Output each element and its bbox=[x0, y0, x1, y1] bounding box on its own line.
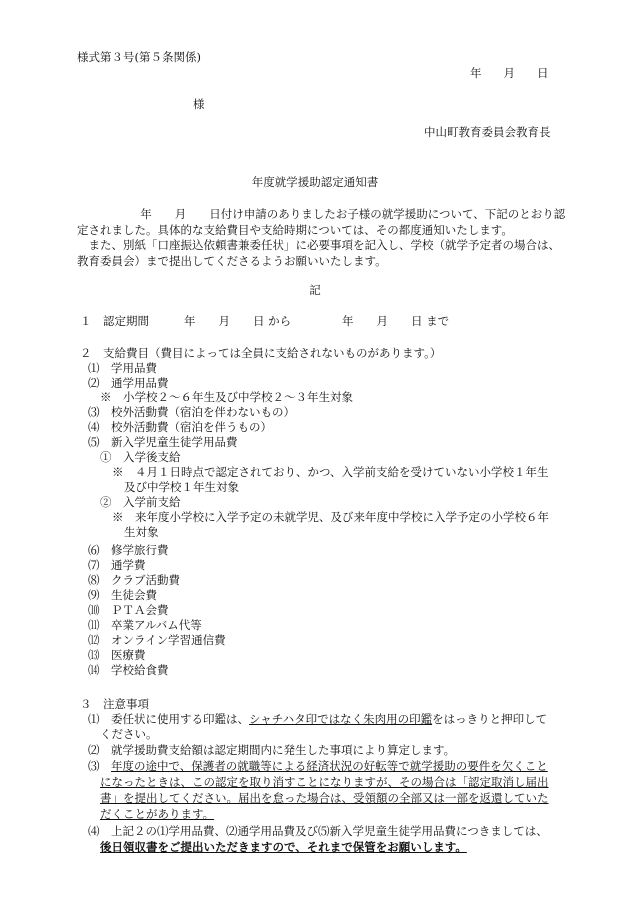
date-year: 年 bbox=[470, 66, 482, 80]
note-2: ⑵ 就学援助費支給額は認定期間内に発生した事項により算定します。 bbox=[88, 743, 456, 757]
note-3-line-4: だくことがあります。 bbox=[100, 807, 215, 821]
list-item: 及び中学校１年生対象 bbox=[124, 480, 239, 494]
list-item: ⑸ 新入学児童生徒学用品費 bbox=[88, 435, 238, 449]
list-item: ※ 来年度小学校に入学予定の未就学児、及び来年度中学校に入学予定の小学校６年 bbox=[112, 510, 549, 524]
list-item: 生対象 bbox=[124, 525, 159, 539]
certification-period bbox=[80, 314, 449, 329]
note-3-line-3: 書」を提出してください。届出を怠った場合は、受領額の全部又は一部を返還していた bbox=[100, 791, 549, 805]
list-item: ⒁ 学校給食費 bbox=[88, 663, 169, 677]
intro-line-1: 年 月 日付け申請のありましたお子様の就学援助について、下記のとおり認定されました。具体的な支給費目や支給時期については、その都度通知いたします。 bbox=[77, 207, 566, 237]
list-item: ② 入学前支給 bbox=[100, 495, 181, 509]
note-4: ⑷ 上記２の⑴学用品費、⑵通学用品費及び⑸新入学児童生徒学用品費につきましては、 bbox=[88, 824, 548, 838]
document-title: 年度就学援助認定通知書 bbox=[251, 175, 379, 189]
note-3-line-1: 年度の途中で、保護者の就職等による経済状況の好転等で就学援助の要件を欠くこと bbox=[111, 759, 548, 773]
period-to: 年 月 日 まで bbox=[342, 314, 450, 328]
date-month: 月 bbox=[503, 66, 515, 80]
period-from: 年 月 日 から bbox=[184, 314, 292, 328]
list-item: ⑴ 学用品費 bbox=[88, 361, 157, 375]
note-3 bbox=[88, 759, 548, 774]
note-1-suffix: をはっきりと押印して bbox=[432, 712, 548, 726]
addressee: 様 bbox=[193, 97, 205, 111]
note-3-line-2: になったときは、この認定を取り消すことになりますが、その場合は「認定取消し届出 bbox=[100, 775, 549, 789]
list-item: ⑽ ＰＴＡ会費 bbox=[88, 603, 169, 617]
period-label: １ 認定期間 bbox=[80, 314, 149, 328]
section3-heading: ３ 注意事項 bbox=[80, 697, 149, 711]
note-3-prefix: ⑶ bbox=[88, 759, 111, 773]
list-item: ⑿ オンライン学習通信費 bbox=[88, 633, 226, 647]
intro-paragraph bbox=[77, 207, 567, 269]
list-item: ⑹ 修学旅行費 bbox=[88, 543, 169, 557]
list-item: ※ 小学校２～６年生及び中学校２～３年生対象 bbox=[100, 390, 353, 404]
issue-date bbox=[470, 66, 549, 81]
list-item: ⑶ 校外活動費（宿泊を伴わないもの） bbox=[88, 405, 295, 419]
form-number: 様式第３号(第５条関係) bbox=[77, 50, 201, 64]
note-1-line-2: ください。 bbox=[100, 727, 158, 741]
list-item: ⒀ 医療費 bbox=[88, 648, 146, 662]
list-item: ⑻ クラブ活動費 bbox=[88, 573, 180, 587]
list-item: ⑾ 卒業アルバム代等 bbox=[88, 618, 202, 632]
list-item: ※ ４月１日時点で認定されており、かつ、入学前支給を受けていない小学校１年生 bbox=[112, 465, 549, 479]
list-item: ⑺ 通学費 bbox=[88, 558, 146, 572]
note-4-line-2: 後日領収書をご提出いただきますので、それまで保管をお願いします。 bbox=[100, 840, 467, 854]
list-item: ⑼ 生徒会費 bbox=[88, 588, 157, 602]
list-item: ⑷ 校外活動費（宿泊を伴うもの） bbox=[88, 420, 272, 434]
ki-heading: 記 bbox=[309, 283, 321, 297]
section2-heading: ２ 支給費目（費目によっては全員に支給されないものがあります。） bbox=[80, 346, 442, 360]
intro-line-2: また、別紙「口座振込依頼書兼委任状」に必要事項を記入し、学校（就学予定者の場合は、教育委員会）まで提出してくださるようお願いいたします。 bbox=[77, 238, 560, 268]
note-1 bbox=[88, 712, 547, 727]
date-day: 日 bbox=[537, 66, 549, 80]
note-1-prefix: ⑴ 委任状に使用する印鑑は、 bbox=[88, 712, 249, 726]
note-1-emphasis: シャチハタ印ではなく朱肉用の印鑑 bbox=[249, 712, 433, 726]
issuer: 中山町教育委員会教育長 bbox=[424, 125, 551, 139]
list-item: ① 入学後支給 bbox=[100, 450, 181, 464]
list-item: ⑵ 通学用品費 bbox=[88, 376, 169, 390]
